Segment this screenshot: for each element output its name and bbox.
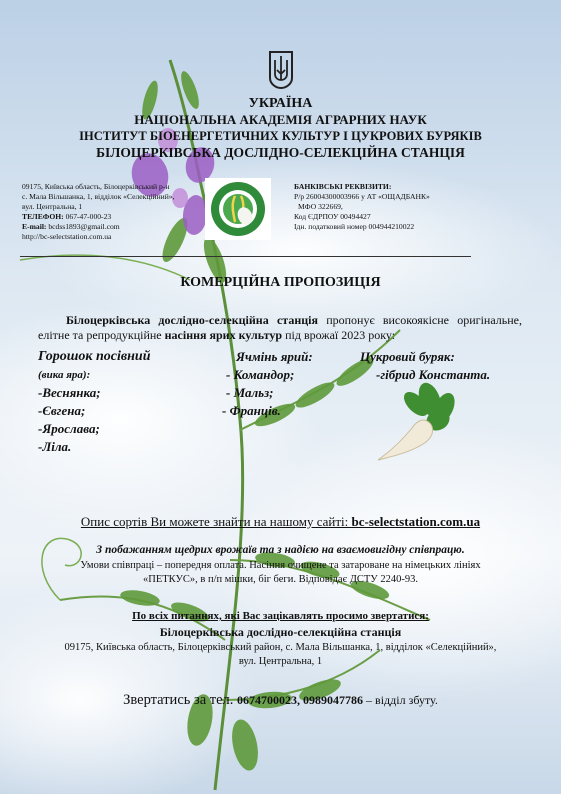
- contacts-block: [22, 182, 202, 242]
- website-link[interactable]: bc-selectstation.com.ua: [351, 514, 481, 529]
- barley-variety: - Франців.: [222, 403, 281, 418]
- sugar-beet-picture: [372, 380, 462, 462]
- address-line-2: с. Мала Вільшанка, 1, відділок «Селекційний»,: [22, 192, 175, 201]
- call-prefix: Звертатись за тел.: [123, 692, 238, 708]
- conditions-line-1: Умови співпраці – попередня оплата. Насіння очищене та затароване на німецьких лініях: [80, 560, 481, 571]
- logo-emblem: [205, 178, 271, 240]
- peas-variety: -Ліла.: [38, 439, 72, 454]
- peas-variety: -Євгена;: [38, 403, 86, 418]
- offer-intro: [38, 313, 522, 343]
- contact-note: По всіх питаннях, які Вас зацікавлять просимо звертатися:: [132, 610, 429, 622]
- call-suffix: – відділ збуту.: [363, 693, 438, 707]
- emblem: [0, 50, 561, 95]
- peas-variety: -Ярослава;: [38, 421, 100, 436]
- barley-variety: - Мальз;: [226, 385, 274, 400]
- intro-crops: насіння ярих культур: [164, 328, 283, 342]
- phone-label: ТЕЛЕФОН:: [22, 212, 64, 221]
- call-phones[interactable]: 0674700023, 0989047786: [237, 693, 364, 707]
- barley-title: Ячмінь ярий:: [236, 349, 313, 364]
- email-link[interactable]: bcdss1893@gmail.com: [48, 222, 120, 231]
- address-line-3: вул. Центральна, 1: [22, 202, 83, 211]
- email-line: [22, 222, 202, 232]
- phone-value: 067-47-000-23: [65, 212, 112, 221]
- country-heading: УКРАЇНА: [248, 96, 313, 111]
- trident-icon: [266, 50, 296, 90]
- offer-title: КОМЕРЦІЙНА ПРОПОЗИЦІЯ: [180, 275, 381, 290]
- bank-details: [294, 182, 544, 232]
- bank-line-2: МФО 322669,: [298, 202, 343, 211]
- bank-line-4: Ідн. податковий номер 004944210022: [294, 222, 415, 231]
- conditions-line-2: «ПЕТКУС», в п/п мішки, біг беги. Відповідає ДСТУ 2240-93.: [142, 574, 418, 585]
- header-divider: [20, 256, 471, 257]
- beet-title: Цукровий буряк:: [360, 349, 455, 364]
- bank-line-1: Р/р 26004300003966 у АТ «ОЩАДБАНК»: [294, 192, 430, 201]
- bank-title: БАНКІВСЬКІ РЕКВІЗИТИ:: [294, 182, 392, 191]
- intro-text: пропонує високоякісне оригінальне, елітне та репродукційне: [38, 313, 522, 342]
- barley-variety: - Командор;: [226, 367, 295, 382]
- website-line: [0, 514, 561, 530]
- site-link[interactable]: http://bc-selectstation.com.ua: [22, 232, 112, 241]
- contact-address-1: 09175, Київська область, Білоцерківський район, с. Мала Вільшанка, 1, відділок «Селекційний»,: [64, 642, 497, 653]
- wish-line: З побажанням щедрих врожаїв та з надією на взаємовигідну співпрацю.: [96, 544, 465, 556]
- peas-variety: -Веснянка;: [38, 385, 101, 400]
- intro-station: Білоцерківська дослідно-селекційна станція: [66, 313, 318, 327]
- peas-subtitle: (вика яра):: [38, 369, 91, 381]
- phone-line: [22, 212, 202, 222]
- bank-line-3: Код ЄДРПОУ 00494427: [294, 212, 371, 221]
- peas-column: [38, 348, 218, 456]
- call-line: [0, 692, 561, 709]
- barley-column: [222, 348, 352, 420]
- contact-org: Білоцерківська дослідно-селекційна станція: [159, 625, 402, 639]
- beet-variety: -гібрид Константа.: [376, 367, 491, 382]
- website-text: Опис сортів Ви можете знайти на нашому сайті:: [80, 514, 352, 529]
- institute-heading: ІНСТИТУТ БІОЕНЕРГЕТИЧНИХ КУЛЬТУР І ЦУКРОВИХ БУРЯКІВ: [79, 129, 482, 143]
- peas-title: Горошок посівний: [38, 349, 151, 364]
- intro-end: під врожаї 2023 року:: [282, 328, 396, 342]
- academy-heading: НАЦІОНАЛЬНА АКАДЕМІЯ АГРАРНИХ НАУК: [134, 112, 427, 127]
- contact-address-2: вул. Центральна, 1: [238, 656, 323, 667]
- address-line-1: 09175, Київська область, Білоцерківський р-н: [22, 182, 170, 191]
- email-label: E-mail:: [22, 222, 47, 231]
- station-logo: [205, 178, 271, 240]
- station-heading: БІЛОЦЕРКІВСЬКА ДОСЛІДНО-СЕЛЕКЦІЙНА СТАНЦІЯ: [96, 145, 465, 160]
- beet-column: [360, 348, 530, 384]
